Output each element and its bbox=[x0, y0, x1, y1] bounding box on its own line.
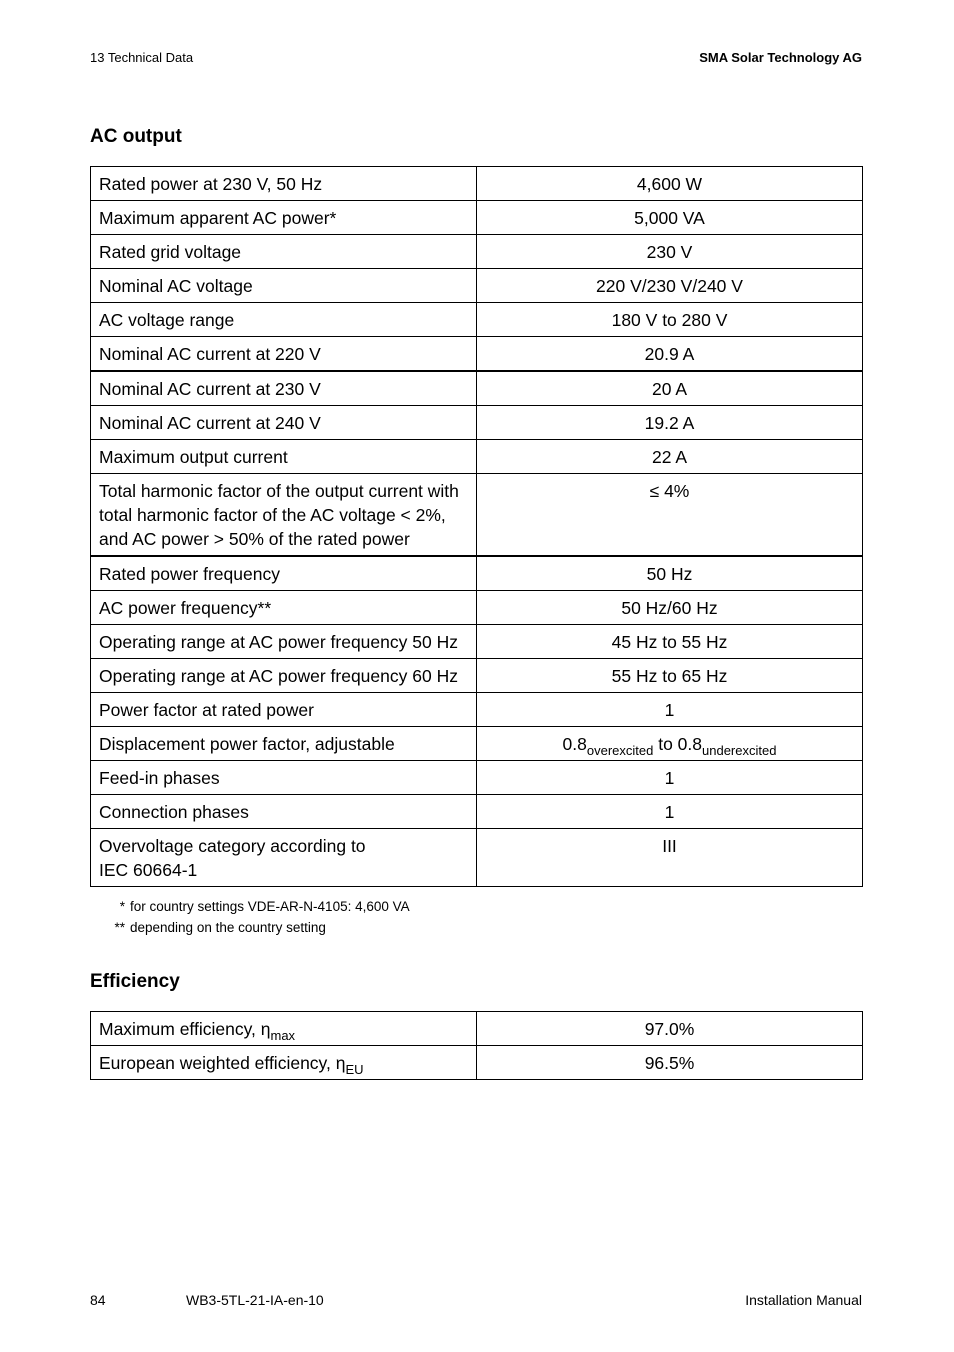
table-row bbox=[91, 1046, 863, 1080]
row-value: 1 bbox=[477, 693, 863, 727]
row-label: Feed-in phases bbox=[91, 761, 477, 795]
row-value: 97.0% bbox=[477, 1012, 863, 1046]
row-value: 1 bbox=[477, 795, 863, 829]
header-company: SMA Solar Technology AG bbox=[699, 50, 862, 65]
row-label: Displacement power factor, adjustable bbox=[91, 727, 477, 761]
row-label: Power factor at rated power bbox=[91, 693, 477, 727]
row-value: 1 bbox=[477, 761, 863, 795]
table-row bbox=[91, 440, 863, 474]
row-label: Maximum efficiency, $\eta_{max}$ bbox=[91, 1012, 477, 1046]
row-value: 96.5% bbox=[477, 1046, 863, 1080]
row-label: Nominal AC current at 220 V bbox=[91, 337, 477, 372]
row-value: 45 Hz to 55 Hz bbox=[477, 625, 863, 659]
footer-page-number: 84 bbox=[90, 1292, 106, 1308]
row-value: III bbox=[477, 829, 863, 887]
table-row bbox=[91, 201, 863, 235]
row-label: Nominal AC current at 240 V bbox=[91, 406, 477, 440]
table-row bbox=[91, 474, 863, 557]
ac-output-title: AC output bbox=[90, 126, 182, 147]
table-row bbox=[91, 235, 863, 269]
table-row bbox=[91, 659, 863, 693]
row-label: Operating range at AC power frequency 60 Hz bbox=[91, 659, 477, 693]
footnote-text: depending on the country setting bbox=[130, 920, 326, 935]
table-row bbox=[91, 269, 863, 303]
row-value: 180 V to 280 V bbox=[477, 303, 863, 337]
row-label: Maximum apparent AC power* bbox=[91, 201, 477, 235]
footnote-text: for country settings VDE-AR-N-4105: 4,600 VA bbox=[130, 899, 410, 914]
row-label: AC power frequency** bbox=[91, 591, 477, 625]
footnote bbox=[90, 917, 410, 938]
table-row bbox=[91, 761, 863, 795]
table-row bbox=[91, 795, 863, 829]
row-value: 22 A bbox=[477, 440, 863, 474]
row-value: 50 Hz/60 Hz bbox=[477, 591, 863, 625]
row-value: 19.2 A bbox=[477, 406, 863, 440]
table-row bbox=[91, 371, 863, 406]
row-value: 230 V bbox=[477, 235, 863, 269]
table-row bbox=[91, 406, 863, 440]
row-value: 20.9 A bbox=[477, 337, 863, 372]
row-value: 50 Hz bbox=[477, 556, 863, 591]
row-value: ≤ 4% bbox=[477, 474, 863, 557]
footer-manual: Installation Manual bbox=[745, 1292, 862, 1308]
row-label: Nominal AC voltage bbox=[91, 269, 477, 303]
table-row bbox=[91, 167, 863, 201]
table-row bbox=[91, 337, 863, 372]
table-row bbox=[91, 591, 863, 625]
row-label: Maximum output current bbox=[91, 440, 477, 474]
table-row bbox=[91, 727, 863, 761]
footer-doc-id: WB3-5TL-21-IA-en-10 bbox=[186, 1292, 324, 1308]
row-label: European weighted efficiency, $\eta_{EU}$ bbox=[91, 1046, 477, 1080]
row-value: 220 V/230 V/240 V bbox=[477, 269, 863, 303]
footnotes bbox=[90, 896, 410, 938]
footnote-mark: * bbox=[119, 899, 125, 914]
row-label: Rated power frequency bbox=[91, 556, 477, 591]
table-row bbox=[91, 829, 863, 887]
row-label: Total harmonic factor of the output current with total harmonic factor of the AC voltage < 2%, and AC power > 50% of the rated power bbox=[91, 474, 477, 557]
row-label: AC voltage range bbox=[91, 303, 477, 337]
table-row bbox=[91, 556, 863, 591]
row-label: Overvoltage category according to IEC 60664-1 bbox=[91, 829, 477, 887]
table-row bbox=[91, 625, 863, 659]
header-chapter: 13 Technical Data bbox=[90, 50, 194, 65]
table-row bbox=[91, 693, 863, 727]
table-row bbox=[91, 303, 863, 337]
row-label: Rated power at 230 V, 50 Hz bbox=[91, 167, 477, 201]
efficiency-title: Efficiency bbox=[90, 971, 180, 992]
row-label: Rated grid voltage bbox=[91, 235, 477, 269]
footnote bbox=[90, 896, 410, 917]
row-label: Connection phases bbox=[91, 795, 477, 829]
ac-output-table bbox=[90, 166, 863, 887]
table-row bbox=[91, 1012, 863, 1046]
row-label: Nominal AC current at 230 V bbox=[91, 371, 477, 406]
footnote-mark: ** bbox=[114, 920, 125, 935]
efficiency-table bbox=[90, 1011, 863, 1080]
row-value: $0.8_{overexcited}$ to $0.8_{underexcited}$ bbox=[477, 727, 863, 761]
row-label: Operating range at AC power frequency 50 Hz bbox=[91, 625, 477, 659]
row-value: 5,000 VA bbox=[477, 201, 863, 235]
row-value: 4,600 W bbox=[477, 167, 863, 201]
row-value: 55 Hz to 65 Hz bbox=[477, 659, 863, 693]
row-value: 20 A bbox=[477, 371, 863, 406]
